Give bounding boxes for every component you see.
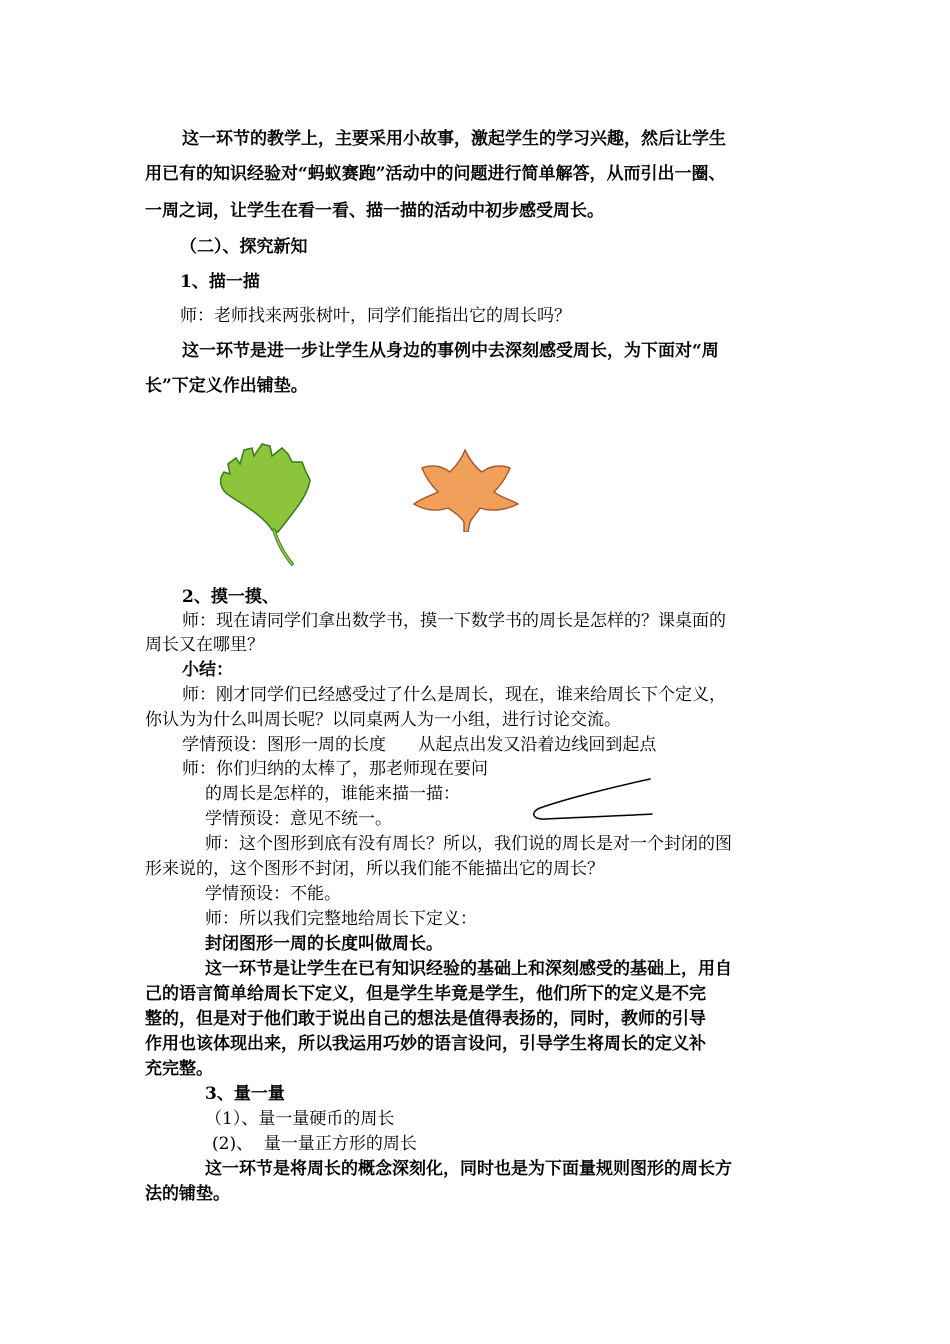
note-line: 这一环节是将周长的概念深刻化，同时也是为下面量规则图形的周长方 — [205, 1159, 732, 1179]
paragraph-line: 这一环节的教学上，主要采用小故事，激起学生的学习兴趣，然后让学生 — [182, 129, 726, 149]
section-heading: （二）、探究新知 — [180, 237, 308, 257]
note-line: 充完整。 — [145, 1059, 213, 1079]
note-line: 长”下定义作出铺垫。 — [145, 376, 308, 396]
subsection-title: 1、描一描 — [180, 272, 260, 292]
note-line: 作用也该体现出来，所以我运用巧妙的语言设问，引导学生将周长的定义补 — [145, 1034, 706, 1054]
teacher-line: 的周长是怎样的，谁能来描一描： — [205, 784, 460, 804]
teacher-line: 师：你们归纳的太棒了，那老师现在要问 — [182, 759, 488, 779]
note-line: 这一环节是让学生在已有知识经验的基础上和深刻感受的基础上，用自 — [205, 959, 732, 979]
list-item: (2)、 量一量正方形的周长 — [212, 1134, 417, 1154]
note-line: 这一环节是进一步让学生从身边的事例中去深刻感受周长，为下面对“周 — [182, 341, 719, 361]
paragraph-line: 用已有的知识经验对“蚂蚁赛跑”活动中的问题进行简单解答，从而引出一圈、 — [145, 164, 726, 184]
summary-label: 小结： — [182, 660, 233, 680]
teacher-line: 师：这个图形到底有没有周长？所以，我们说的周长是对一个封闭的图 — [205, 834, 732, 854]
preset-line: 学情预设：图形一周的长度 从起点出发又沿着边线回到起点 — [182, 735, 657, 755]
definition-line: 封闭图形一周的长度叫做周长。 — [205, 934, 443, 954]
preset-line: 学情预设：意见不统一。 — [205, 809, 392, 829]
note-line: 己的语言简单给周长下定义，但是学生毕竟是学生，他们所下的定义是不完 — [145, 984, 706, 1004]
paragraph-line: 一周之词，让学生在看一看、描一描的活动中初步感受周长。 — [145, 201, 604, 221]
maple-leaf-image — [410, 446, 522, 532]
note-line: 整的，但是对于他们敢于说出自己的想法是值得表扬的，同时，教师的引导 — [145, 1009, 706, 1029]
teacher-line: 师：现在请同学们拿出数学书，摸一下数学书的周长是怎样的？课桌面的 — [182, 611, 726, 631]
teacher-line: 形来说的，这个图形不封闭，所以我们能不能描出它的周长？ — [145, 859, 604, 879]
preset-line: 学情预设：不能。 — [205, 884, 341, 904]
subsection-title: 3、量一量 — [205, 1084, 285, 1104]
open-curve-figure — [528, 774, 658, 826]
list-item: （1）、量一量硬币的周长 — [205, 1109, 395, 1129]
teacher-line: 你认为为什么叫周长呢？以同桌两人为一小组，进行讨论交流。 — [145, 710, 621, 730]
ginkgo-leaf-image — [212, 440, 322, 566]
subsection-title: 2、摸一摸、 — [182, 587, 279, 607]
teacher-line: 师：老师找来两张树叶，同学们能指出它的周长吗？ — [180, 306, 571, 326]
teacher-line: 周长又在哪里？ — [145, 635, 264, 655]
teacher-line: 师：所以我们完整地给周长下定义： — [205, 909, 477, 929]
note-line: 法的铺垫。 — [145, 1184, 230, 1204]
teacher-line: 师：刚才同学们已经感受过了什么是周长，现在，谁来给周长下个定义， — [182, 685, 726, 705]
